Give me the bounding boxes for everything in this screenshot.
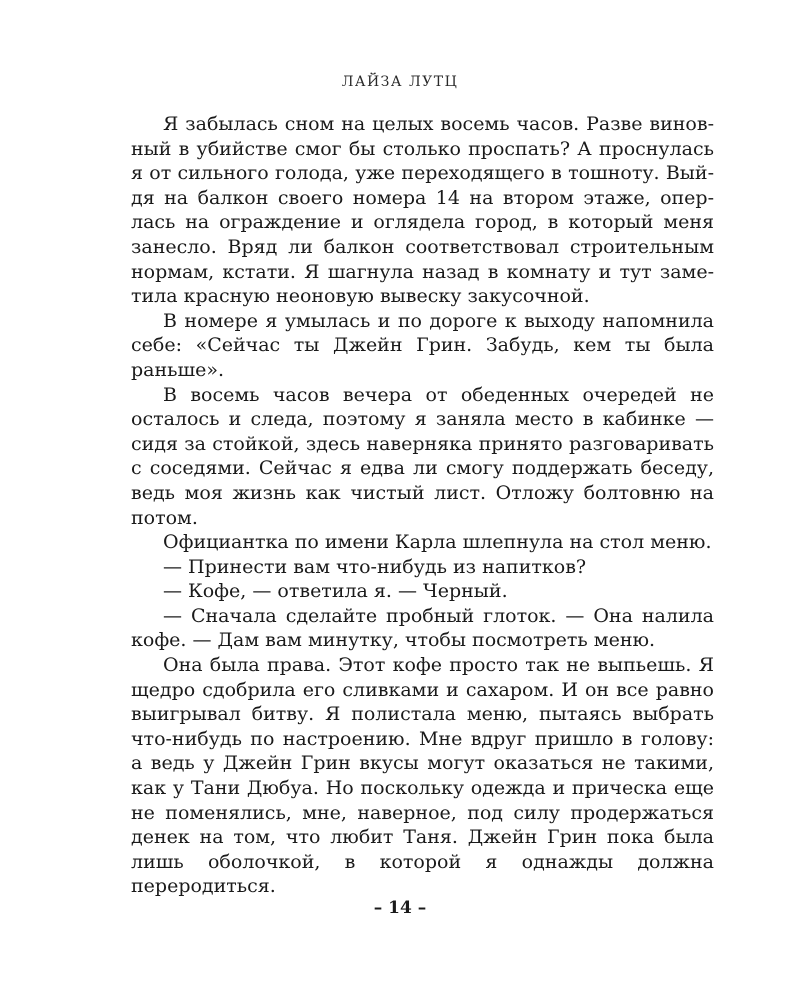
body-text [131, 112, 714, 899]
paragraph: В восемь часов вечера от обеденных очередей не осталось и следа, поэтому я заняла место в кабинке — сидя за стойкой, здесь наверняка принято разговаривать с соседями. Сейчас я едва ли смогу поддержать беседу, ведь моя жизнь как чистый лист. Отложу болтовню на потом. [131, 383, 714, 529]
paragraph: Я забылась сном на целых восемь часов. Разве виновный в убийстве смог бы столько проспать? А проснулась я от сильного голода, уже переходящего в тошноту. Выйдя на балкон своего номера 14 на втором этаже, оперлась на ограждение и оглядела город, в который меня занесло. Вряд ли балкон соответствовал строительным нормам, кстати. Я шагнула назад в комнату и тут заметила красную неоновую вывеску закусочной. [131, 113, 714, 308]
dialogue-line: — Принести вам что-нибудь из напитков? [163, 555, 587, 578]
paragraph: В номере я умылась и по дороге к выходу напомнила себе: «Сейчас ты Джейн Грин. Забудь, кем ты была раньше». [131, 309, 714, 381]
dialogue-line: — Кофе, — ответила я. — Черный. [163, 580, 508, 603]
page-number: – 14 – [373, 898, 427, 918]
paragraph: Официантка по имени Карла шлепнула на стол меню. [163, 531, 712, 554]
running-head: ЛАЙЗА ЛУТЦ [341, 74, 459, 90]
paragraph: Она была права. Этот кофе просто так не выпьешь. Я щедро сдобрила его сливками и сахаром. И он все равно выигрывал битву. Я полистала меню, пытаясь выбрать что-нибудь по настроению. Мне вдруг пришло в голову: а ведь у Джейн Грин вкусы могут оказаться не такими, как у Тани Дюбуа. Но поскольку одежда и прическа еще не поменялись, мне, наверное, под силу продержаться денек на том, что любит Таня. Джейн Грин пока была лишь оболочкой, в которой я однажды должна переродиться. [131, 654, 714, 898]
dialogue-line: — Сначала сделайте пробный глоток. — Она налила кофе. — Дам вам минутку, чтобы посмотреть меню. [131, 604, 714, 652]
